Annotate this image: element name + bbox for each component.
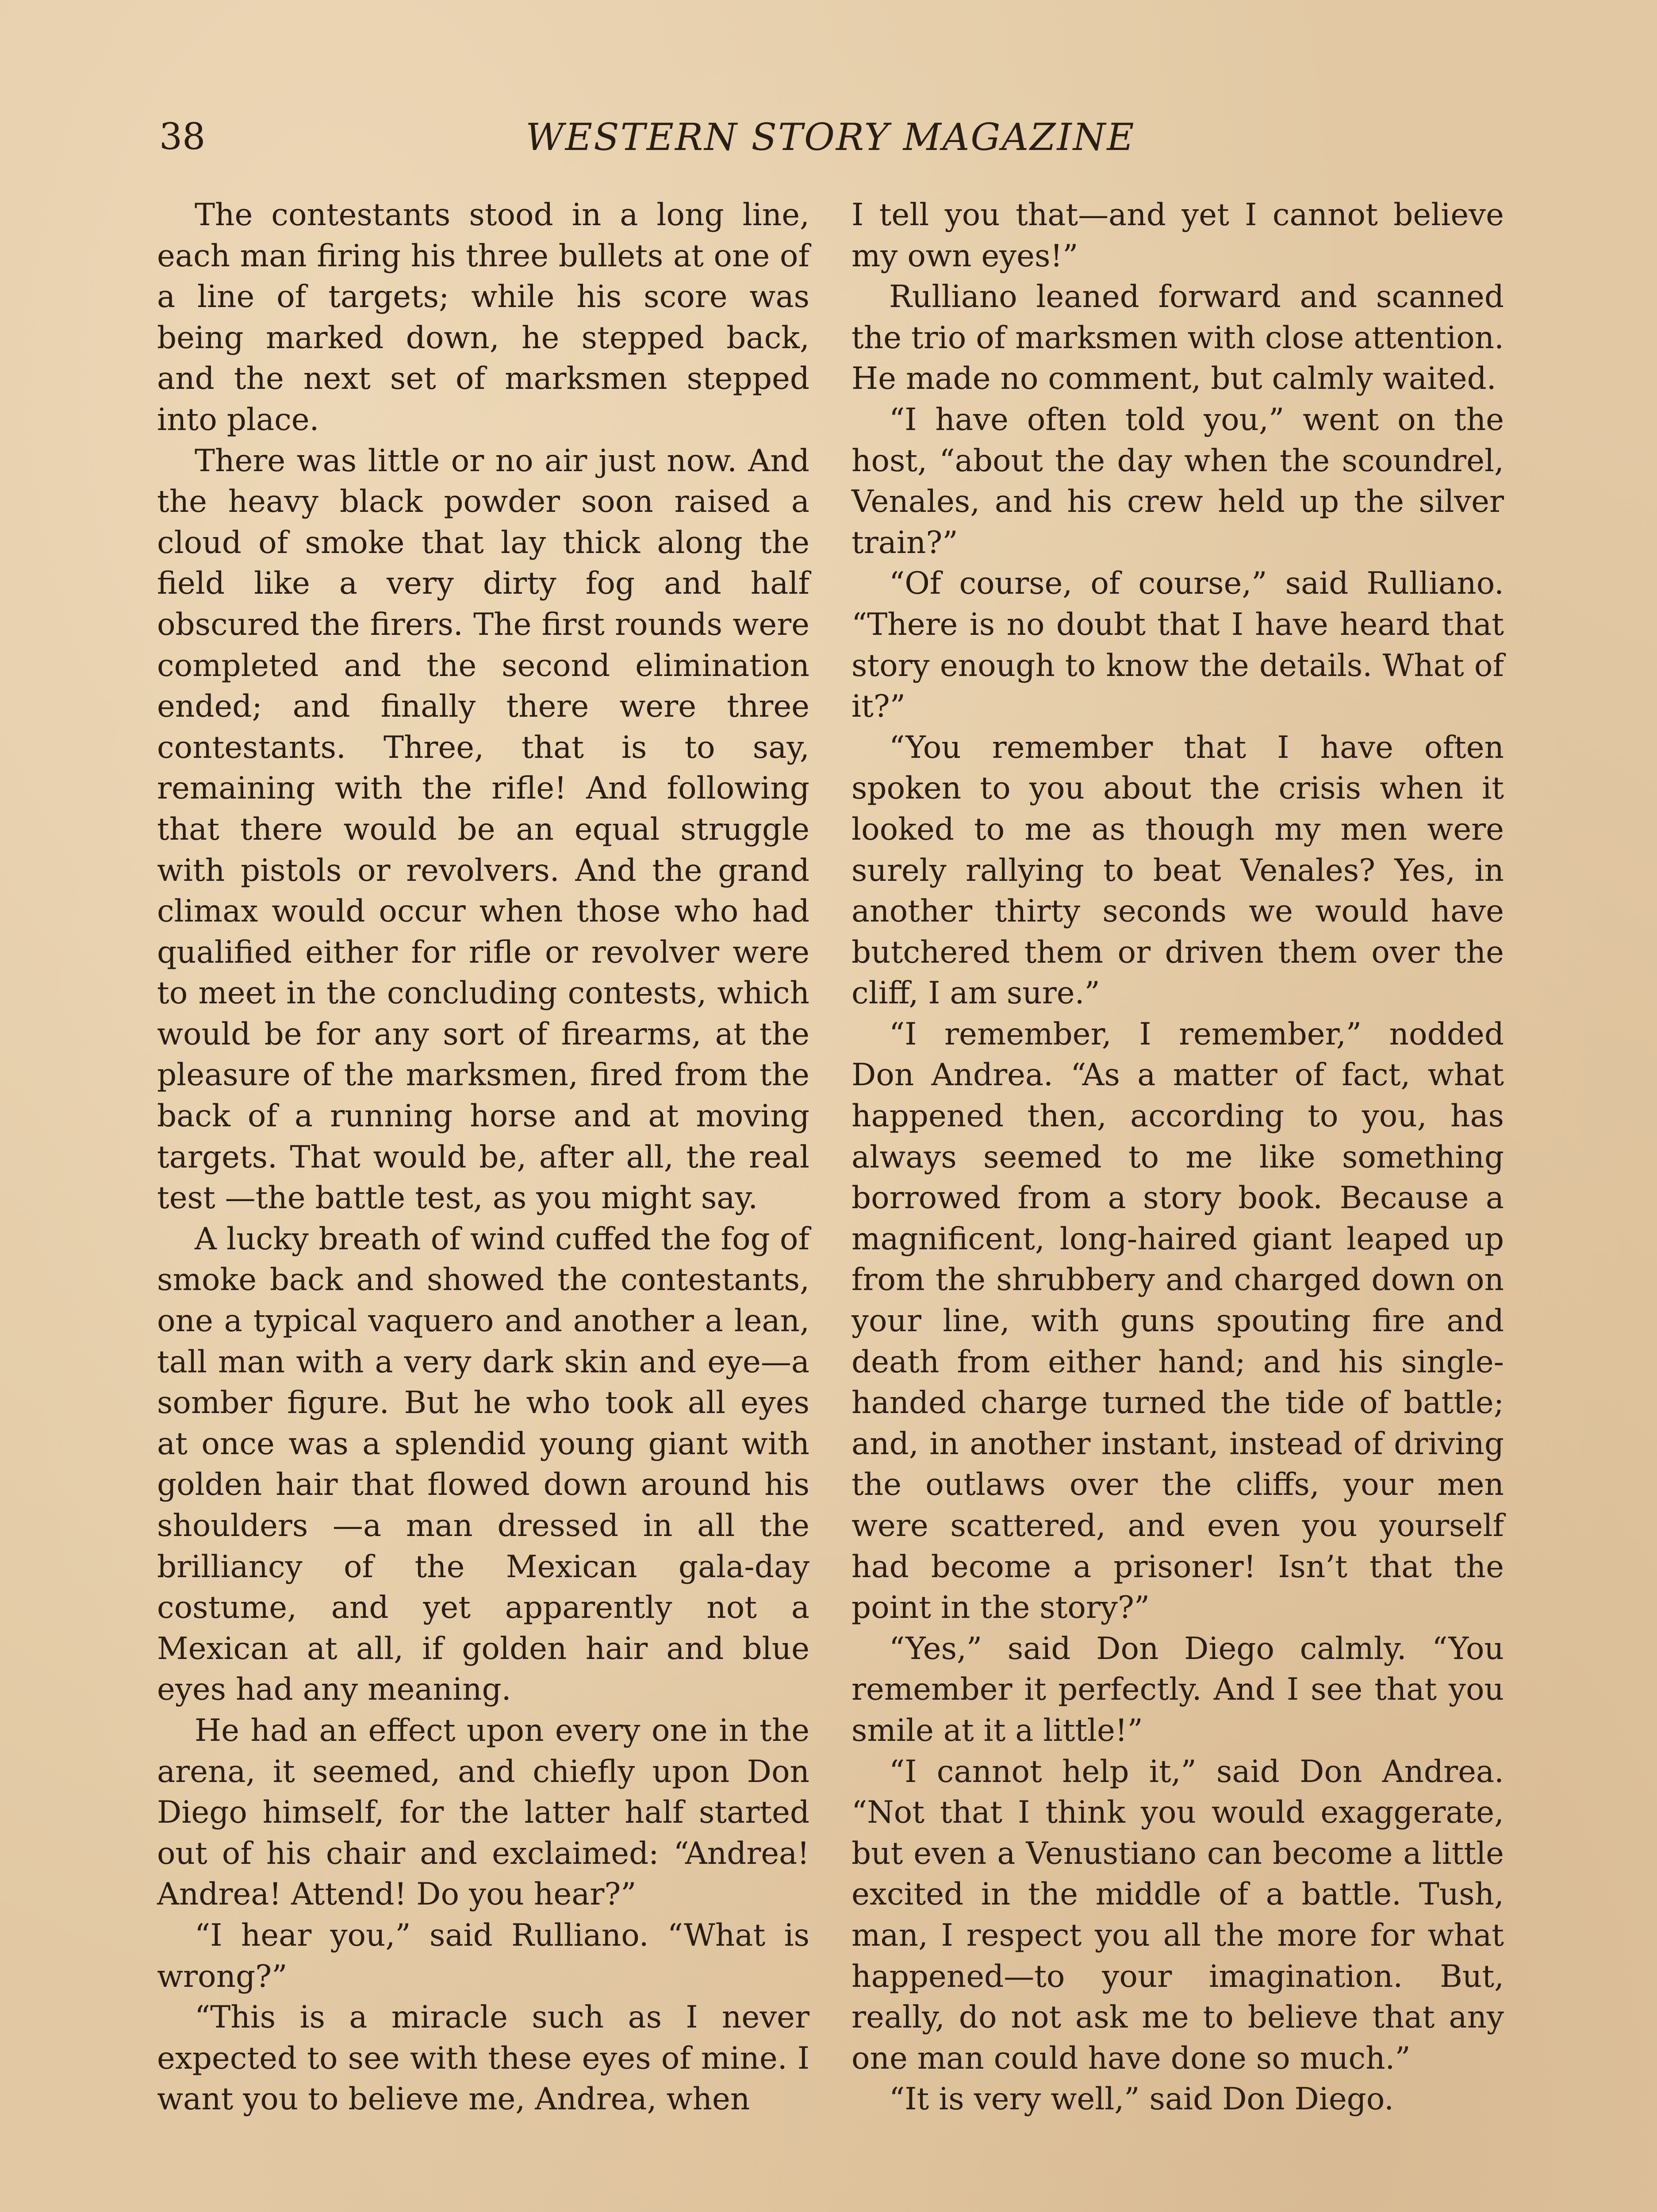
left-column	[157, 195, 809, 2120]
running-title: WESTERN STORY MAGAZINE	[525, 115, 1135, 159]
paragraph: Rulliano leaned forward and scanned the trio of marksmen with close attention. He made no comment, but calmly waited.	[852, 279, 1504, 397]
paragraph: He had an effect upon every one in the arena, it seemed, and chiefly upon Don Diego himself, for the latter half started out of his chair and exclaimed: “Andrea! Andrea! Attend! Do you hear?”	[157, 1713, 809, 1912]
paragraph: “It is very well,” said Don Diego.	[889, 2081, 1394, 2117]
paragraph: “You remember that I have often spoken to you about the crisis when it looked to me as though my men were surely rallying to beat Venales? Yes, in another thirty seconds we would have butchered them or driven them over the cliff, I am sure.”	[852, 730, 1504, 1011]
paragraph: The contestants stood in a long line, each man firing his three bullets at one of a line of targets; while his score was being marked down, he stepped back, and the next set of marksmen stepped into place.	[157, 197, 809, 438]
right-column	[852, 195, 1504, 2120]
paragraph: “I cannot help it,” said Don Andrea. “Not that I think you would exaggerate, but even a Venustiano can become a little excited in the middle of a battle. Tush, man, I respect you all the more for what happened—to your imagination. But, really, do not ask me to believe that any one man could have done so much.”	[852, 1754, 1504, 2076]
paragraph: “I remember, I remember,” nodded Don Andrea. “As a matter of fact, what happened then, according to you, has always seemed to me like something borrowed from a story book. Because a magnificent, long-haired giant leaped up from the shrubbery and charged down on your line, with guns spouting fire and death from either hand; and his single-handed charge turned the tide of battle; and, in another instant, instead of driving the outlaws over the cliffs, your men were scattered, and even you yourself had become a prisoner! Isn’t that the point in the story?”	[852, 1016, 1504, 1626]
page-number: 38	[159, 116, 206, 158]
paragraph: A lucky breath of wind cuffed the fog of smoke back and showed the contestants, one a typical vaquero and another a lean, tall man with a very dark skin and eye—a somber figure. But he who took all eyes at once was a splendid young giant with golden hair that flowed down around his shoulders —a man dressed in all the brilliancy of the Mexican gala-day costume, and yet apparently not a Mexican at all, if golden hair and blue eyes had any meaning.	[157, 1221, 809, 1708]
paragraph: There was little or no air just now. And the heavy black powder soon raised a cloud of smoke that lay thick along the field like a very dirty fog and half obscured the firers. The first rounds were completed and the second elimination ended; and finally there were three contestants. Three, that is to say, remaining with the rifle! And following that there would be an equal struggle with pistols or revolvers. And the grand climax would occur when those who had qualified either for rifle or revolver were to meet in the concluding contests, which would be for any sort of firearms, at the pleasure of the marksmen, fired from the back of a running horse and at moving targets. That would be, after all, the real test —the battle test, as you might say.	[157, 443, 809, 1216]
paragraph: “I hear you,” said Rulliano. “What is wrong?”	[157, 1917, 809, 1994]
paragraph: “I have often told you,” went on the host, “about the day when the scoundrel, Venales, and his crew held up the silver train?”	[852, 402, 1504, 561]
paragraph-continuation: I tell you that—and yet I cannot believe my own eyes!”	[852, 197, 1504, 274]
paragraph: “Yes,” said Don Diego calmly. “You remember it perfectly. And I see that you smile at it a little!”	[852, 1631, 1504, 1748]
paragraph: “This is a miracle such as I never expected to see with these eyes of mine. I want you to believe me, Andrea, when	[157, 2000, 809, 2117]
paragraph: “Of course, of course,” said Rulliano. “There is no doubt that I have heard that story enough to know the details. What of it?”	[852, 566, 1504, 725]
page-header	[159, 113, 1502, 161]
